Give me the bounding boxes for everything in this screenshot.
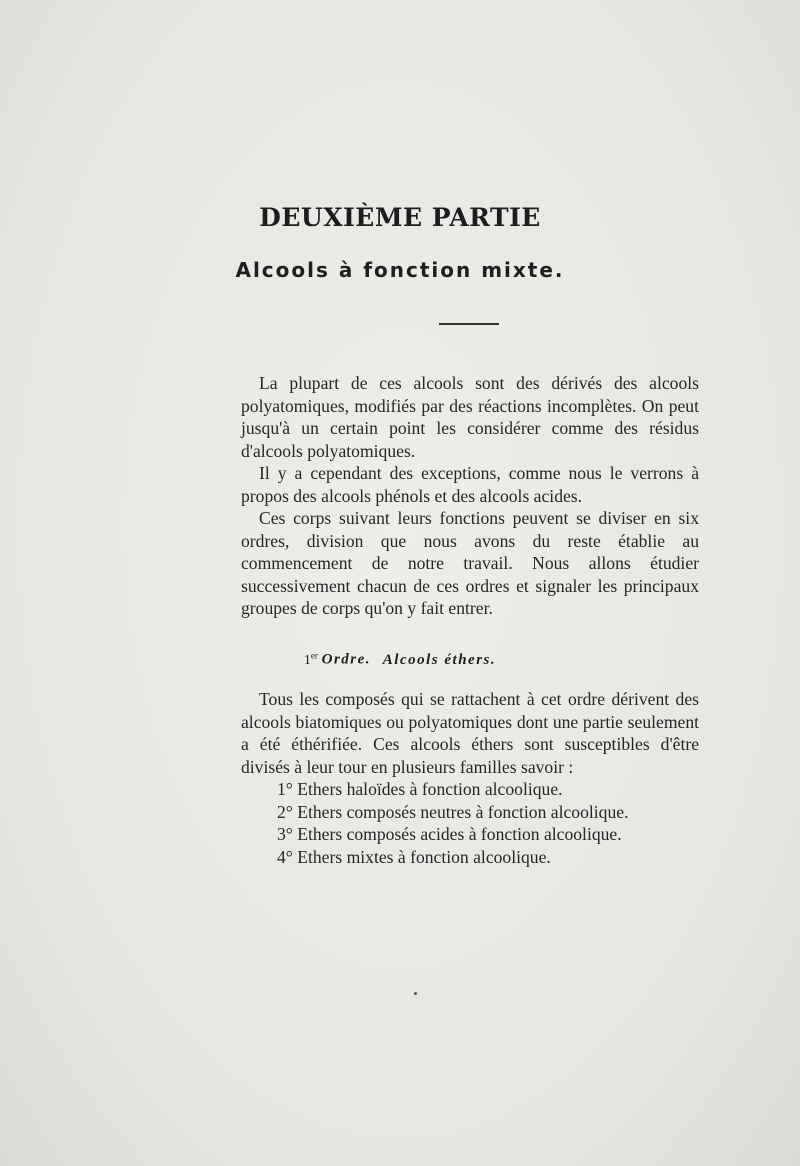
family-list-item: 3° Ethers composés acides à fonction alcoolique.: [277, 824, 622, 844]
intro-paragraph: La plupart de ces alcools sont des dérivés des alcools polyatomiques, modifiés par des réactions incomplètes. On peut jusqu'à un certain point les considérer comme des résidus d'alcools polyatomiques.: [241, 373, 699, 461]
section-ordre-label: Ordre.: [321, 651, 372, 668]
intro-paragraph: Il y a cependant des exceptions, comme nous le verrons à propos des alcools phénols et des alcools acides.: [241, 463, 699, 506]
section-number: 1er: [303, 650, 318, 668]
section-heading: [0, 650, 800, 669]
section-paragraph: Tous les composés qui se rattachent à cet ordre dérivent des alcools biatomiques ou polyatomiques dont une partie seulement a été éthérifiée. Ces alcools éthers sont susceptibles d'être divisés à leur tour en plusieurs familles savoir :: [241, 689, 699, 777]
family-list-item: 4° Ethers mixtes à fonction alcoolique.: [277, 846, 551, 867]
section-divider: [439, 323, 499, 325]
part-title: DEUXIÈME PARTIE: [259, 203, 541, 232]
section-name: Alcools éthers.: [382, 651, 497, 668]
part-subtitle: Alcools à fonction mixte.: [235, 258, 565, 282]
family-list-item: 2° Ethers composés neutres à fonction alcoolique.: [277, 801, 629, 822]
intro-text: [241, 372, 699, 620]
family-list-item: 1° Ethers haloïdes à fonction alcoolique.: [277, 779, 563, 799]
section-body: [241, 688, 699, 868]
ink-speck: [414, 992, 417, 995]
intro-paragraph: Ces corps suivant leurs fonctions peuvent se diviser en six ordres, division que nous avons du reste établie au commencement de notre travail. Nous allons étudier successivement chacun de ces ordres et signaler les principaux groupes de corps qu'on y fait entrer.: [241, 508, 699, 618]
